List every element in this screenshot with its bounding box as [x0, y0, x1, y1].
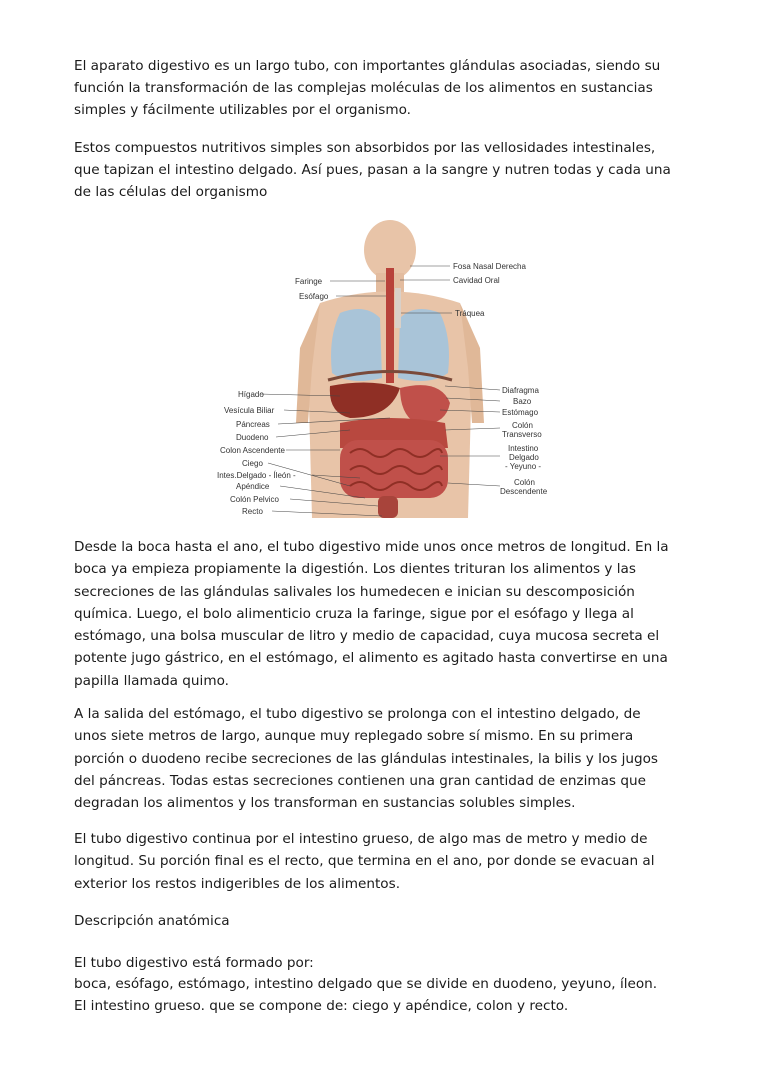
text-line: estómago, una bolsa muscular de litro y medio de capacidad, cuya mucosa secreta el	[74, 628, 660, 645]
label-intestino-delgado-1: Intestino	[508, 444, 539, 453]
label-esofago: Esófago	[299, 292, 329, 301]
text-line: degradan los alimentos y los transforman en sustancias solubles simples.	[74, 795, 576, 812]
label-higado: Hígado	[238, 390, 264, 399]
label-vesicula-biliar: Vesícula Biliar	[224, 406, 275, 415]
text-line: simples y fácilmente utilizables por el organismo.	[74, 102, 411, 118]
text-line: unos siete metros de largo, aunque muy replegado sobre sí mismo. En su primera	[74, 728, 634, 745]
text-line: El intestino grueso. que se compone de: ciego y apéndice, colon y recto.	[74, 998, 569, 1014]
label-colon-transverso-1: Colón	[512, 421, 533, 430]
label-faringe: Faringe	[295, 277, 323, 286]
label-intestino-delgado-ileon: Intes.Delgado - Íleón -	[217, 471, 296, 480]
paragraph-mouth-to-stomach	[74, 536, 704, 692]
text-line: función la transformación de las complejas moléculas de los alimentos en sustancias	[74, 80, 653, 96]
text-line: potente jugo gástrico, en el estómago, el alimento es agitado hasta convertirse en una	[74, 650, 668, 667]
trachea	[395, 288, 401, 328]
text-line: secreciones de las glándulas salivales los humedecen e inician su descomposición	[74, 583, 635, 600]
label-colon-ascendente: Colon Ascendente	[220, 446, 285, 455]
label-bazo: Bazo	[513, 397, 532, 406]
text-line: de las células del organismo	[74, 184, 268, 200]
label-fosa-nasal-derecha: Fosa Nasal Derecha	[453, 262, 526, 271]
text-line: longitud. Su porción final es el recto, que termina en el ano, por donde se evacuan al	[74, 853, 655, 870]
paragraph-tube-composition	[74, 952, 704, 974]
text-line: química. Luego, el bolo alimenticio cruza la faringe, sigue por el esófago y llega al	[74, 605, 634, 622]
paragraph-small-intestine	[74, 703, 704, 814]
label-colon-descendente-2: Descendente	[500, 487, 548, 496]
paragraph-absorption	[74, 137, 704, 203]
text-line: boca, esófago, estómago, intestino delgado que se divide en duodeno, yeyuno, íleon.	[74, 976, 658, 992]
label-duodeno: Duodeno	[236, 433, 269, 442]
text-line: papilla llamada quimo.	[74, 672, 229, 689]
label-intestino-delgado-2: Delgado	[509, 453, 539, 462]
digestive-system-figure	[200, 218, 560, 523]
text-line: del páncreas. Todas estas secreciones contienen una gran cantidad de enzimas que	[74, 772, 646, 789]
label-colon-descendente-1: Colón	[514, 478, 535, 487]
paragraph-large-intestine	[74, 828, 704, 895]
label-cavidad-oral: Cavidad Oral	[453, 276, 500, 285]
label-estomago: Estómago	[502, 408, 539, 417]
label-recto: Recto	[242, 507, 263, 516]
label-colon-pelvico: Colón Pelvico	[230, 495, 279, 504]
label-diafragma: Diafragma	[502, 386, 539, 395]
label-traquea: Tráquea	[455, 309, 485, 318]
heading-text: Descripción anatómica	[74, 913, 230, 929]
section-heading	[74, 910, 704, 932]
text-line: porción o duodeno recibe secreciones de las glándulas intestinales, la bilis y los jugos	[74, 750, 659, 767]
text-line: exterior los restos indigeribles de los alimentos.	[74, 875, 401, 892]
paragraph-organ-list	[74, 973, 704, 1017]
text-line: boca ya empieza propiamente la digestión. Los dientes trituran los alimentos y las	[74, 561, 636, 578]
label-pancreas: Páncreas	[236, 420, 270, 429]
label-ciego: Ciego	[242, 459, 263, 468]
text-line: Desde la boca hasta el ano, el tubo digestivo mide unos once metros de longitud. En la	[74, 539, 669, 555]
paragraph-intro	[74, 55, 704, 121]
esophagus	[386, 268, 394, 383]
label-colon-transverso-2: Transverso	[502, 430, 542, 439]
text-line: que tapizan el intestino delgado. Así pues, pasan a la sangre y nutren todas y cada una	[74, 162, 671, 178]
text-line: El tubo digestivo está formado por:	[74, 955, 314, 971]
label-apendice: Apéndice	[236, 482, 270, 491]
text-line: El tubo digestivo continua por el intestino grueso, de algo mas de metro y medio de	[74, 831, 648, 847]
text-line: A la salida del estómago, el tubo digestivo se prolonga con el intestino delgado, de	[74, 706, 641, 722]
text-line: El aparato digestivo es un largo tubo, con importantes glándulas asociadas, siendo su	[74, 58, 661, 74]
text-line: Estos compuestos nutritivos simples son absorbidos por las vellosidades intestinales,	[74, 140, 656, 156]
label-yeyuno: - Yeyuno -	[505, 462, 542, 471]
